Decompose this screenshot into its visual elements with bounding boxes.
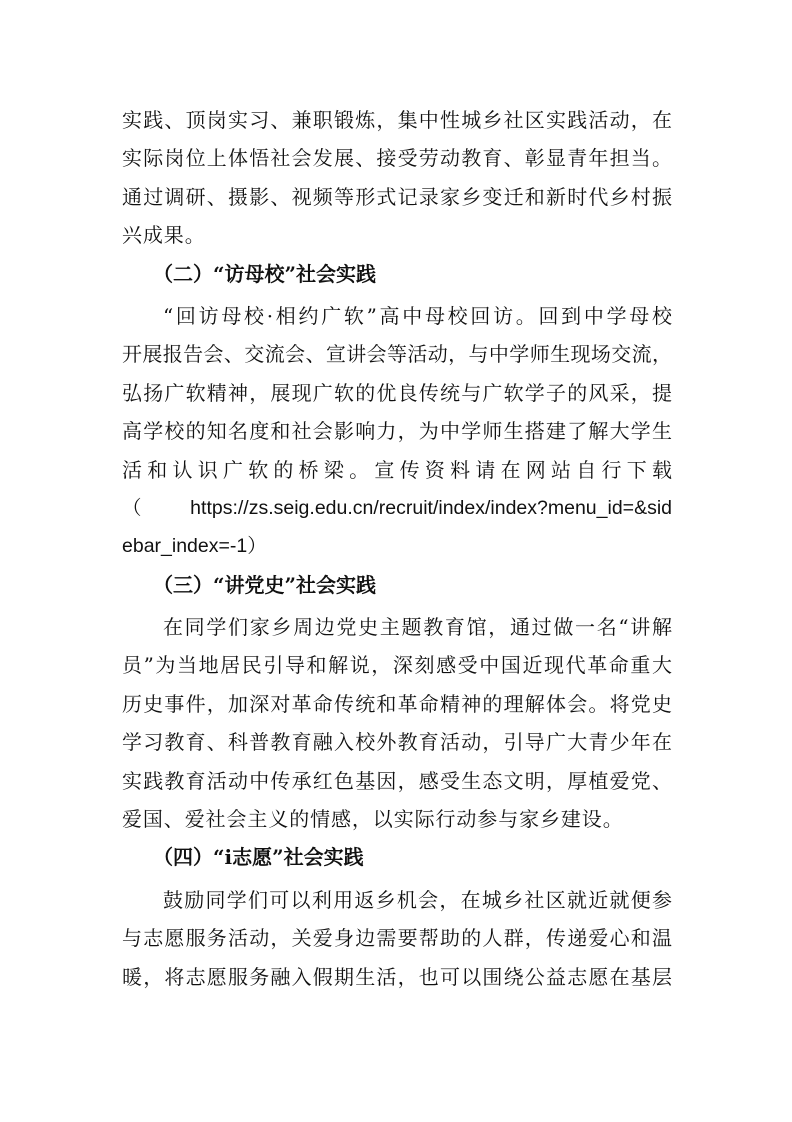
body-line: 开展报告会、交流会、宣讲会等活动，与中学师生现场交流， (122, 342, 672, 367)
body-line: 历史事件，加深对革命传统和革命精神的理解体会。将党史 (122, 691, 672, 716)
body-line: 爱国、爱社会主义的情感，以实际行动参与家乡建设。 (122, 807, 624, 832)
body-line: 实践、顶岗实习、兼职锻炼，集中性城乡社区实践活动，在 (122, 108, 672, 132)
body-line: 暖，将志愿服务融入假期生活，也可以围绕公益志愿在基层 (122, 964, 672, 989)
section-visit-alma-mater (122, 255, 672, 566)
body-line: 实际岗位上体悟社会发展、接受劳动教育、彰显青年担当。 (122, 146, 672, 171)
document-body (122, 101, 672, 996)
section-heading: （四）“i志愿”社会实践 (153, 845, 364, 870)
body-line: 学习教育、科普教育融入校外教育活动，引导广大青少年在 (122, 730, 672, 755)
body-line: 员”为当地居民引导和解说，深刻感受中国近现代革命重大 (122, 653, 672, 678)
url-line: （ https://zs.seig.edu.cn/recruit/index/index?menu_id=&sid (122, 496, 672, 519)
section-heading: （二）“访母校”社会实践 (153, 261, 377, 286)
body-line: 鼓励同学们可以利用返乡机会，在城乡社区就近就便参 (163, 887, 672, 912)
body-line: “回访母校·相约广软”高中母校回访。回到中学母校 (163, 303, 672, 328)
url-line: ebar_index=-1） (122, 535, 267, 558)
section-volunteer (122, 838, 672, 996)
body-line: 高学校的知名度和社会影响力，为中学师生搭建了解大学生 (122, 419, 672, 444)
body-line: 兴成果。 (122, 223, 206, 248)
body-line: 实践教育活动中传承红色基因，感受生态文明，厚植爱党、 (122, 768, 672, 793)
body-line: 在同学们家乡周边党史主题教育馆，通过做一名“讲解 (163, 615, 672, 640)
intro-paragraph (122, 101, 672, 255)
body-line: 通过调研、摄影、视频等形式记录家乡变迁和新时代乡村振 (122, 184, 672, 209)
section-heading: （三）“讲党史”社会实践 (153, 572, 377, 597)
section-party-history (122, 566, 672, 839)
body-line: 与志愿服务活动，关爱身边需要帮助的人群，传递爱心和温 (122, 926, 672, 951)
body-line: 弘扬广软精神，展现广软的优良传统与广软学子的风采，提 (122, 380, 672, 405)
body-line: 活和认识广软的桥梁。宣传资料请在网站自行下载 (122, 457, 672, 482)
